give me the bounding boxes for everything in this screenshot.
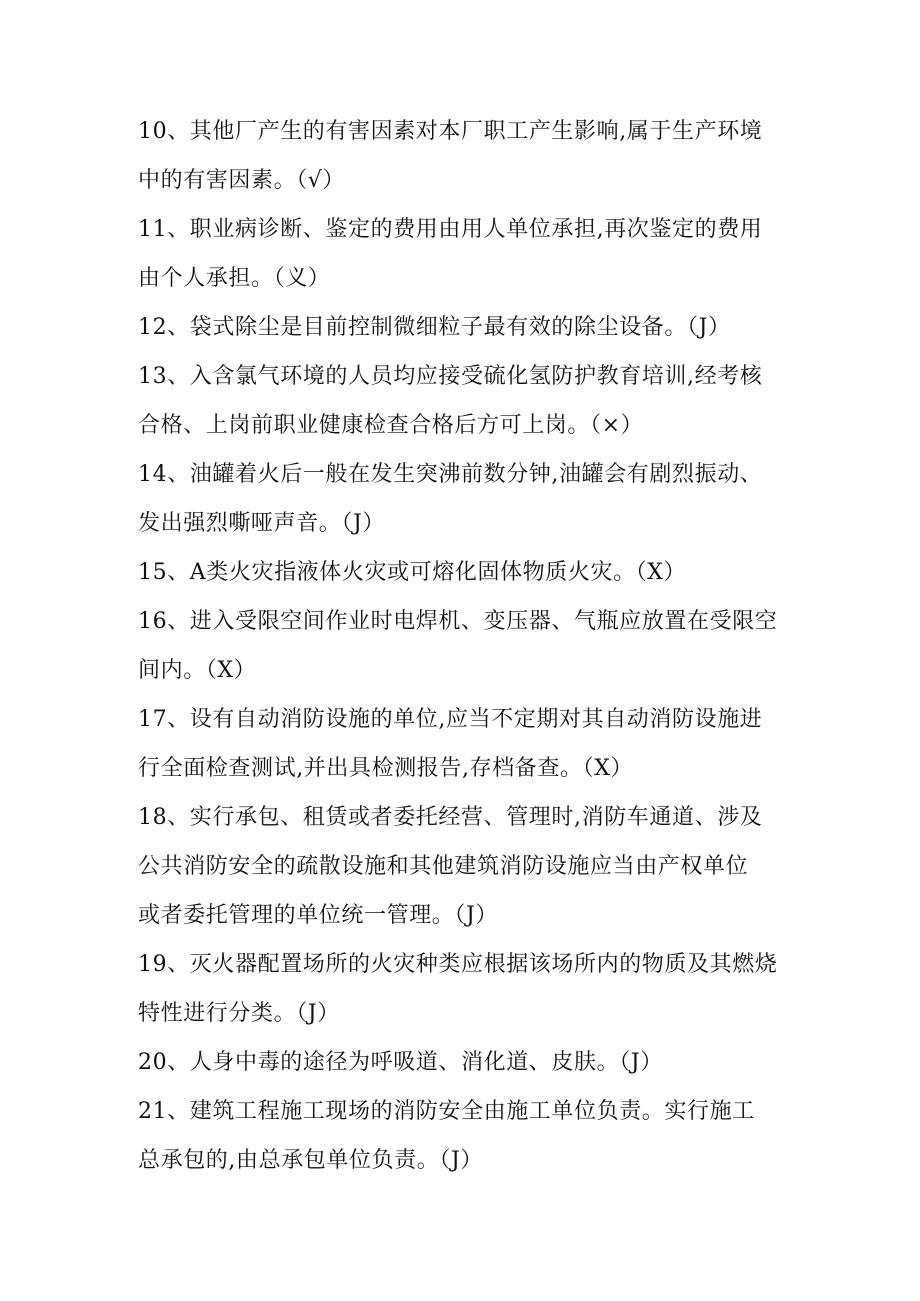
text-line: 19、灭火器配置场所的火灾种类应根据该场所内的物质及其燃烧 xyxy=(138,952,778,977)
text-line: 由个人承担。（义） xyxy=(138,266,331,291)
text-line: 中的有害因素。（√） xyxy=(138,168,346,193)
text-line: 或者委托管理的单位统一管理。（J） xyxy=(138,903,499,928)
text-line: 10、其他厂产生的有害因素对本厂职工产生影响,属于生产环境 xyxy=(138,119,763,144)
text-line: 11、职业病诊断、鉴定的费用由用人单位承担,再次鉴定的费用 xyxy=(138,217,763,242)
text-line: 特性进行分类。（J） xyxy=(138,1001,340,1026)
text-line: 间内。（X） xyxy=(138,658,257,683)
text-line: 13、入含氯气环境的人员均应接受硫化氢防护教育培训,经考核 xyxy=(138,364,763,389)
text-line: 18、实行承包、租赁或者委托经营、管理时,消防车通道、涉及 xyxy=(138,805,763,830)
text-line: 合格、上岗前职业健康检查合格后方可上岗。（×） xyxy=(138,413,644,438)
text-line: 总承包的,由总承包单位负责。（J） xyxy=(138,1148,484,1173)
text-line: 16、进入受限空间作业时电焊机、变压器、气瓶应放置在受限空 xyxy=(138,609,778,634)
text-line: 行全面检查测试,并出具检测报告,存档备查。（X） xyxy=(138,756,634,781)
text-line: 公共消防安全的疏散设施和其他建筑消防设施应当由产权单位 xyxy=(138,854,749,879)
text-line: 17、设有自动消防设施的单位,应当不定期对其自动消防设施进 xyxy=(138,707,763,732)
text-line: 21、建筑工程施工现场的消防安全由施工单位负责。实行施工 xyxy=(138,1099,755,1124)
text-line: 20、人身中毒的途径为呼吸道、消化道、皮肤。（J） xyxy=(138,1050,663,1075)
text-line: 发出强烈嘶哑声音。（J） xyxy=(138,511,386,536)
text-line: 15、A类火灾指液体火灾或可熔化固体物质火灾。（X） xyxy=(138,560,687,585)
text-line: 14、油罐着火后一般在发生突沸前数分钟,油罐会有剧烈振动、 xyxy=(138,462,763,487)
document-page xyxy=(138,107,788,1185)
text-line: 12、袋式除尘是目前控制微细粒子最有效的除尘设备。（J） xyxy=(138,315,731,340)
